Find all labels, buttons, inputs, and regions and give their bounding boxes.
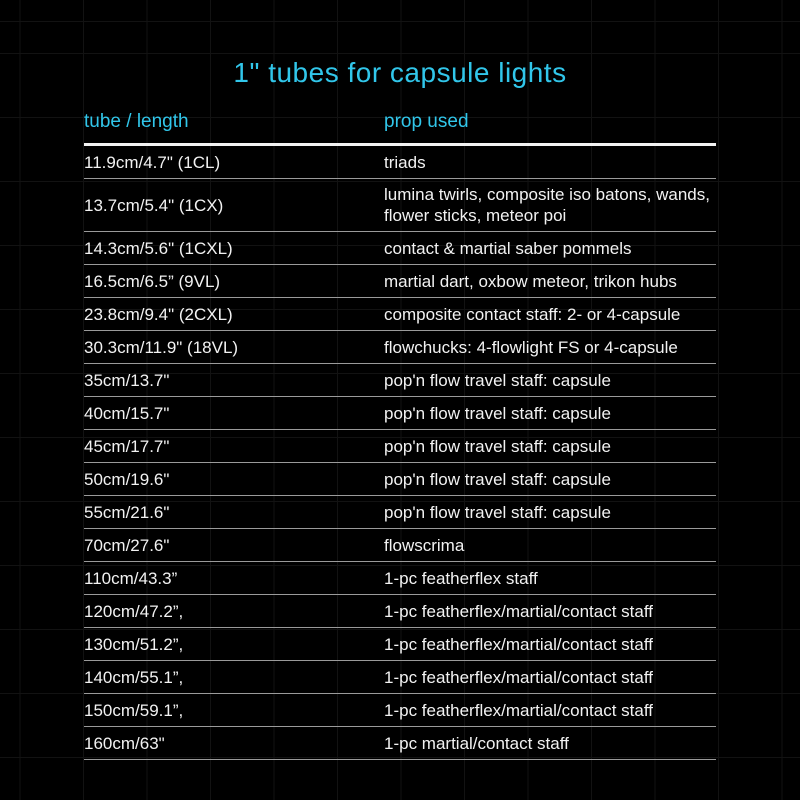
tube-length-cell: 45cm/17.7" — [84, 436, 170, 456]
tube-length-cell: 40cm/15.7" — [84, 403, 170, 423]
prop-used-cell: composite contact staff: 2- or 4-capsule — [384, 304, 681, 324]
tube-length-cell: 30.3cm/11.9" (18VL) — [84, 337, 239, 357]
tube-length-cell: 14.3cm/5.6" (1CXL) — [84, 238, 233, 258]
tube-length-cell: 70cm/27.6" — [84, 535, 170, 555]
prop-used-cell: contact & martial saber pommels — [384, 238, 632, 258]
tube-length-cell: 150cm/59.1”, — [84, 700, 184, 720]
tube-length-cell: 55cm/21.6" — [84, 502, 170, 522]
tube-length-cell: 13.7cm/5.4" (1CX) — [84, 195, 224, 215]
table-row — [84, 595, 716, 628]
table-row — [84, 397, 716, 430]
prop-used-cell: pop'n flow travel staff: capsule — [384, 403, 611, 423]
table-row — [84, 179, 716, 232]
table-row — [84, 463, 716, 496]
table-body — [84, 146, 716, 760]
tube-length-cell: 130cm/51.2”, — [84, 634, 184, 654]
table-row — [84, 331, 716, 364]
prop-used-cell: lumina twirls, composite iso batons, wands, flower sticks, meteor poi — [384, 185, 710, 225]
tube-length-cell: 11.9cm/4.7" (1CL) — [84, 152, 221, 172]
tube-length-cell: 120cm/47.2”, — [84, 601, 184, 621]
prop-used-cell: pop'n flow travel staff: capsule — [384, 469, 611, 489]
prop-used-cell: flowchucks: 4-flowlight FS or 4-capsule — [384, 337, 678, 357]
prop-used-cell: 1-pc featherflex/martial/contact staff — [384, 700, 653, 720]
table-row — [84, 265, 716, 298]
table-row — [84, 232, 716, 265]
page-title: 1" tubes for capsule lights — [233, 57, 567, 88]
table-row — [84, 496, 716, 529]
table-header-row — [84, 110, 716, 146]
prop-used-cell: 1-pc martial/contact staff — [384, 733, 569, 753]
prop-used-cell: 1-pc featherflex/martial/contact staff — [384, 634, 653, 654]
table-row — [84, 628, 716, 661]
table-row — [84, 430, 716, 463]
tube-length-cell: 50cm/19.6" — [84, 469, 170, 489]
prop-used-cell: martial dart, oxbow meteor, trikon hubs — [384, 271, 677, 291]
tube-length-cell: 35cm/13.7" — [84, 370, 170, 390]
tube-length-cell: 110cm/43.3” — [84, 568, 178, 588]
table-row — [84, 298, 716, 331]
tube-length-cell: 160cm/63" — [84, 733, 165, 753]
prop-used-cell: 1-pc featherflex/martial/contact staff — [384, 667, 653, 687]
prop-used-cell: flowscrima — [384, 535, 465, 555]
table-row — [84, 529, 716, 562]
table-row — [84, 694, 716, 727]
prop-used-cell: pop'n flow travel staff: capsule — [384, 436, 611, 456]
tube-length-cell: 140cm/55.1”, — [84, 667, 184, 687]
prop-used-cell: pop'n flow travel staff: capsule — [384, 502, 611, 522]
table-row — [84, 661, 716, 694]
table-row — [84, 727, 716, 760]
prop-used-cell: pop'n flow travel staff: capsule — [384, 370, 611, 390]
prop-used-cell: 1-pc featherflex staff — [384, 568, 538, 588]
table-row — [84, 146, 716, 179]
prop-used-cell: 1-pc featherflex/martial/contact staff — [384, 601, 653, 621]
column-header-tube-length: tube / length — [84, 111, 189, 132]
tube-length-cell: 23.8cm/9.4" (2CXL) — [84, 304, 233, 324]
tube-size-table — [84, 110, 716, 760]
table-row — [84, 364, 716, 397]
prop-used-cell: triads — [384, 152, 426, 172]
table-row — [84, 562, 716, 595]
tube-length-cell: 16.5cm/6.5” (9VL) — [84, 271, 221, 291]
column-header-prop-used: prop used — [384, 111, 469, 132]
